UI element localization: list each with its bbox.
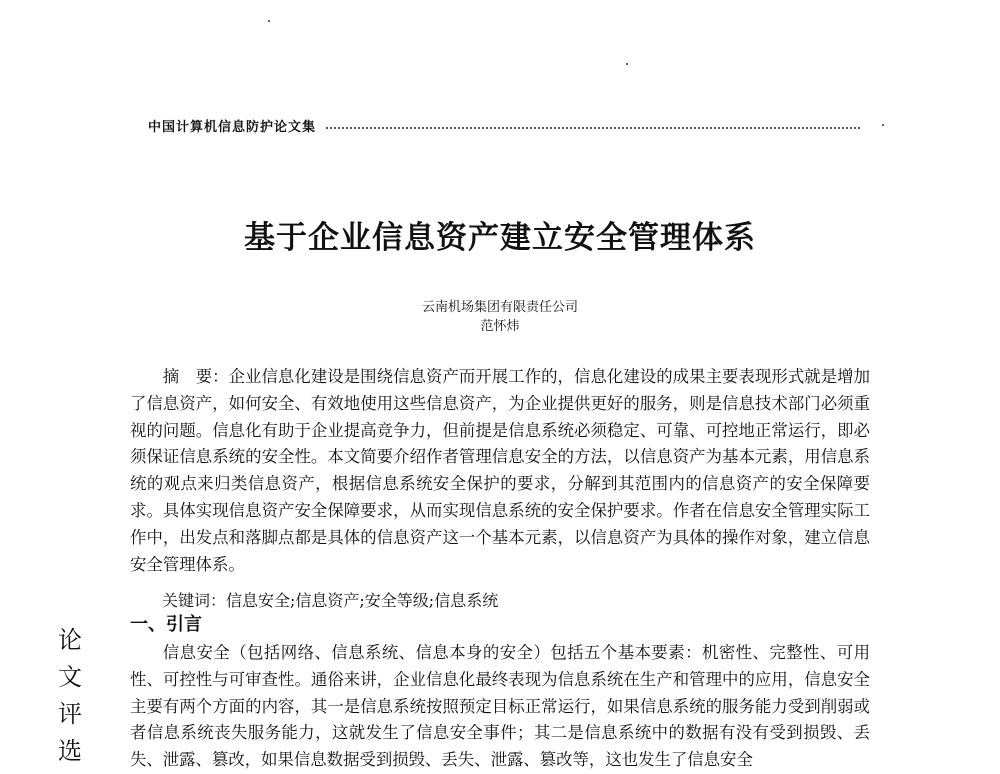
side-label-char: 文 [58,663,82,691]
scan-speck [268,20,270,22]
scan-speck [626,63,628,65]
keywords-label: 关键词： [162,591,227,610]
abstract [130,364,870,578]
side-label-char: 论 [58,626,82,654]
header-dotted-rule [326,127,860,129]
side-label-char: 评 [58,700,82,728]
abstract-text: 企业信息化建设是围绕信息资产而开展工作的，信息化建设的成果主要表现形式就是增加了信息资产，如何安全、有效地使用这些信息资产，为企业提供更好的服务，则是信息技术部门必须重视的问题。信息化有助于企业提高竞争力，但前提是信息系统必须稳定、可靠、可控地正常运行，即必须保证信息系统的安全性。本文简要介绍作者管理信息安全的方法，以信息资产为基本元素，用信息系统的观点来归类信息资产，根据信息系统安全保护的要求，分解到其范围内的信息资产的安全保障要求。具体实现信息资产安全保障要求，从而实现信息系统的安全保护要求。作者在信息安全管理实际工作中，出发点和落脚点都是具体的信息资产这一个基本元素，以信息资产为具体的操作对象，建立信息安全管理体系。 [130,367,871,574]
journal-title: 中国计算机信息防护论文集 [148,119,317,135]
abstract-label: 摘 要： [162,367,229,386]
section-heading: 一、引言 [130,614,202,635]
section-paragraph: 信息安全（包括网络、信息系统、信息本身的安全）包括五个基本要素：机密性、完整性、可用性、可控性与可审查性。通俗来讲，企业信息化最终表现为信息系统在生产和管理中的应用，信息安全主要有两个方面的内容，其一是信息系统按照预定目标正常运行，如果信息系统的服务能力受到削弱或者信息系统丧失服务能力，这就发生了信息安全事件；其二是信息系统中的数据有没有受到损毁、丢失、泄露、篡改，如果信息数据受到损毁、丢失、泄露、篡改等，这也发生了信息安全 [130,643,870,770]
paper-title: 基于企业信息资产建立安全管理体系 [244,220,756,256]
author-name: 范怀炜 [480,319,520,334]
keywords-text: 信息安全;信息资产;安全等级;信息系统 [226,591,499,610]
scan-speck [882,124,884,126]
side-label-char: 选 [58,737,82,765]
keywords [162,588,498,611]
side-label [56,622,84,770]
author-affiliation: 云南机场集团有限责任公司 [421,300,578,315]
running-header [148,115,860,135]
section-body [130,640,870,774]
